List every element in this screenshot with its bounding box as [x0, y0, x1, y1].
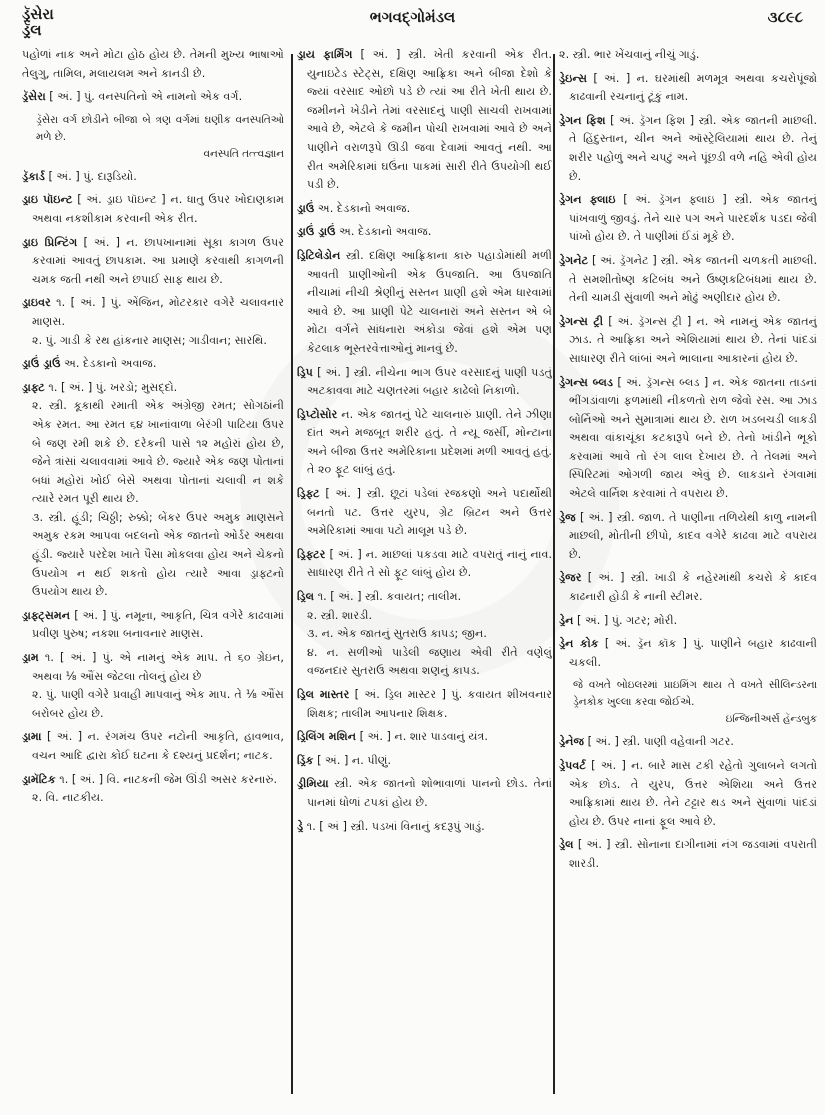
definition: [ અં. ] સ્ત્રી. છૂટાં પડેલાં રજકણો અને પદાર્થોથી બનતો પટ. ઉત્તર યુરપ, ગ્રેટ બ્રિટન અને ઉત્તર અમેરિકામાં આવા પટો માલૂમ પડે છે.	[307, 487, 552, 538]
usage-quote	[22, 112, 284, 163]
definition: [ અં. ] પું. નમૂના, આકૃતિ, ચિત્ર વગેરે કાઢવામાં પ્રવીણ પુરુષ; નકશા બનાવનાર માણસ.	[32, 608, 284, 641]
definition: [ અં. ] ન. પીણું.	[313, 753, 392, 767]
headword: ડ્રેલ	[559, 838, 574, 852]
sub-sense: ૨. સ્ત્રી. શારડી.	[307, 608, 373, 622]
quote-text: ડ્રૅસેરા વર્ગ છોડીને બીજા બે ત્રણ વર્ગમાં ઘણીક વનસ્પતિઓ મળે છે.	[36, 113, 284, 143]
headword: ડ્રાઇ પૉઇન્ટ	[22, 193, 73, 207]
headword: ડ્રીમિયા	[297, 777, 329, 791]
definition: ૧. [ અં ] સ્ત્રી. પડખાં વિનાનું કદરૂપું ગાડું.	[303, 819, 485, 833]
dictionary-entry	[297, 686, 552, 723]
definition: [ અં. ] ન. છાપખાનામાં સૂકા કાગળ ઉપર કરવામાં આવતું છાપકામ. આ પ્રમાણે કરવાથી કાગળની ચમક જતી નથી અને છપાઈ સાફ થાય છે.	[32, 235, 284, 286]
headword: ડ્રેગન્સ ટ્રી	[559, 314, 604, 328]
column-2	[297, 46, 552, 1101]
definition: [ અં. ડ્રિલ માસ્ટર ] પું. કવાયત શીખવનાર શિક્ષક; તાલીમ આપનાર શિક્ષક.	[307, 688, 552, 720]
definition: ૧. [ અં. ] વિ. નાટકની જેમ ઊંડી અસર કરનારું.	[55, 772, 278, 786]
definition: અ. દેડકાનો અવાજ.	[335, 225, 432, 239]
dictionary-entry	[22, 168, 284, 187]
definition: [ અં. ] પું. વનસ્પતિનો એ નામનો એક વર્ગ.	[45, 90, 243, 104]
dictionary-entry	[559, 374, 817, 504]
dictionary-entry	[297, 247, 552, 359]
headword: ડ્રેગન ફિશ	[559, 113, 606, 127]
dictionary-entry	[297, 752, 552, 771]
dictionary-entry	[559, 733, 817, 752]
column-1	[22, 46, 284, 1101]
definition: [ અં. ] સ્ત્રી. ખેતી કરવાની એક રીત. યુનાઇટેડ સ્ટેટ્સ, દક્ષિણ આફ્રિકા અને બીજા દેશો કે જ્યાં વરસાદ ઓછો પડે છે ત્યાં આ રીતે ખેતી થાય છે. જમીનને ખેડીને તેમાં વરસાદનું પાણી સાચવી રાખવામાં આવે છે, એટલે કે જમીન પોચી રાખવામાં આવે છે અને પાણીને વરાળરૂપે ઊડી જવા દેવામાં આવતું નથી. આ રીત અમેરિકામાં ઘઉંના પાકમાં સારી રીતે ઉપયોગી થઈ પડી છે.	[307, 48, 552, 192]
dictionary-entry	[559, 757, 817, 831]
definition: [ અં. ] ન. શાર પાડવાનું યંત્ર.	[356, 730, 488, 744]
sub-sense: ૪. ન. સળીઓ પાડેલી જણાય એવી રીતે વણેલું વજનદાર સુતરાઉ અથવા શણનું કાપડ.	[307, 645, 552, 678]
headword: ડ્રિફ્ટર	[297, 547, 326, 561]
sub-sense: ૨. પું. ગાડી કે રથ હાંકનાર માણસ; ગાડીવાન; સારથિ.	[32, 333, 267, 347]
headword: ડ્રિલ	[297, 590, 315, 604]
quote-source: ઇન્જિનીઅર્સ હૅન્ડબુક	[725, 713, 817, 726]
dictionary-entry	[22, 728, 284, 765]
headword: ડ્રેપવર્ટ	[559, 759, 586, 772]
page-number: ૩૮૯૮	[767, 8, 803, 26]
headword: ડ્રેગન ફ્લાઇ	[559, 193, 616, 207]
definition: [ અં. ] પું. દારૂડિયો.	[44, 169, 137, 183]
dictionary-entry	[22, 771, 284, 808]
definition: [ અં. ડ્રૅગનેટ ] સ્ત્રી. એક જાતની ચળકતી માછલી. તે સમશીતોષ્ણ કટિબંધ અને ઉષ્ણકટિબંધમાં થાય છે. તેની ચામડી સુંવાળી અને મોઢું અણીદાર હોય છે.	[569, 253, 817, 305]
dictionary-entry	[22, 88, 284, 107]
definition: [ અં. ] પું. ગટર; મોરી.	[573, 613, 678, 627]
headword: ડ્રૅકાર્ડ	[22, 169, 45, 183]
headword: ડ્રે	[297, 819, 304, 833]
definition: [ અં. ડ્રાઇ પૉઇન્ટ ] ન. ધાતુ ઉપર ખોદાણકામ અથવા નકશીકામ કરવાની એક રીત.	[32, 193, 284, 225]
dictionary-entry	[297, 485, 552, 541]
page-header	[0, 0, 825, 46]
headword: ડ્રૅસેરા	[22, 90, 46, 104]
definition: ૧. [ અં. ] પું. એંજિન, મોટરકાર વગેરે ચલાવનાર માણસ.	[32, 296, 284, 328]
headword: ડ્રિલ માસ્તર	[297, 688, 350, 701]
dictionary-entry	[559, 612, 817, 631]
definition: અ. દેડકાનો અવાજ.	[60, 357, 157, 371]
continued-text: પહોળાં નાક અને મોટા હોઠ હોય છે. તેમની મુખ્ય ભાષાઓ તેલુગુ, તામિલ, મલાયલમ અને કાનડી છે.	[22, 48, 284, 80]
dictionary-entry	[22, 355, 284, 374]
quote-text: જે વખતે બોઇલરમાં પ્રાઇમિંગ થાય તે વખતે સીલિન્ડરના ડ્રેનકોક ખુલ્લા કરવા જોઈએ.	[573, 679, 817, 709]
headword: ડ્રેન કોક	[559, 637, 599, 651]
dictionary-entry	[297, 406, 552, 480]
dictionary-entry	[559, 313, 817, 369]
headword: ડ્રામૅટિક	[22, 772, 56, 786]
quote-source: વનસ્પતિ તત્ત્વજ્ઞાન	[203, 147, 284, 160]
dictionary-entry	[22, 294, 284, 350]
dictionary-entry	[559, 252, 817, 308]
definition: સ્ત્રી. દક્ષિણ આફ્રિકાના કારુ પહાડોમાંથી મળી આવતી પ્રાણીઓની એક ઉપજાતિ. આ ઉપજાતિ નીચામાં નીચી શ્રેણીનું સસ્તન પ્રાણી હશે એમ ધારવામાં આવે છે. આ પ્રાણી પેટે ચાલનારાં અને સસ્તન એ બે મોટા વર્ગને સાંધનારા અંકોડા જેવાં હશે એમ પણ કેટલાક ભૂસ્તરવેત્તાઓનું માનવું છે.	[307, 248, 552, 355]
usage-quote	[559, 677, 817, 728]
definition: [ અં. ] ન. માછલાં પકડવા માટે વપરાતું નાનું નાવ. સાધારણ રીતે તે સો ફૂટ લાંબું હોય છે.	[307, 547, 552, 580]
dictionary-entry	[559, 112, 817, 186]
dictionary-entry	[22, 234, 284, 290]
headword: ડ્રેઇન્સ	[559, 71, 588, 85]
dictionary-entry	[22, 379, 284, 602]
headword: ડ્રેગન્સ બ્લડ	[559, 375, 614, 389]
definition: [ અં. ] સ્ત્રી. સોનાના દાગીનામાં નંગ જડવામાં વપરાતી શારડી.	[569, 838, 817, 870]
sub-sense: ૩. સ્ત્રી. હૂંડી; ચિઠ્ઠી; રુક્કો; બેંકર ઉપર અમુક માણસને અમુક રકમ આપવા બદલનો એક જાતનો ઓર્ડર અથવા હૂંડી. જ્યારે પરદેશ ખાતે પૈસા મોકલવા હોય અને ચેકનો ઉપયોગ ન થઈ શકતો હોય ત્યારે આવા ડ્રાફ્ટનો ઉપયોગ થાય છે.	[32, 510, 284, 599]
headword: ડ્રાફ્ટ	[22, 380, 45, 394]
dictionary-entry	[22, 649, 284, 723]
definition: [ અં. ] સ્ત્રી. પાણી વહેવાની ગટર.	[584, 735, 734, 749]
definition: [ અં. ] ન. રંગમંચ ઉપર નટોની આકૃતિ, હાવભાવ, વચન આદિ દ્વારા કોઈ ઘટના કે દશ્યનું પ્રદર્શન; નાટક.	[32, 730, 284, 762]
headword: ડ્રિંક	[297, 753, 314, 767]
dictionary-entry	[559, 569, 817, 606]
dictionary-entry	[559, 635, 817, 672]
continued-text: ૨. સ્ત્રી. ભાર ખેંચવાનું નીચું ગાડું.	[559, 48, 700, 61]
headword: ડ્રિપ્ટોસોર	[297, 407, 338, 421]
sub-sense: ૨. વિ. નાટકીય.	[32, 791, 104, 805]
dictionary-entry	[22, 191, 284, 228]
dictionary-entry	[297, 818, 552, 837]
column-divider	[291, 54, 293, 1094]
definition: [ અં. ડ્રૅગન ફ્લાઇ ] સ્ત્રી. એક જાતનું પાંખવાળું જીવડું. તેને ચાર પગ અને પારદર્શક પડદા જેવી પાંખો હોય છે. તે પાણીમાં ઈંડાં મૂકે છે.	[569, 193, 817, 244]
headword: ડ્રેજ	[559, 510, 576, 524]
headword: ડ્રામ	[22, 651, 39, 665]
dictionary-entry	[559, 509, 817, 565]
headword: ડ્રાઉં ડ્રાઉં	[22, 357, 61, 371]
dictionary-entry	[559, 191, 817, 247]
dictionary-title: ભગવદ્ગોમંડલ	[369, 8, 456, 26]
definition: ૧. [ અં. ] સ્ત્રી. કવાયત; તાલીમ.	[314, 590, 462, 604]
dictionary-entry	[297, 364, 552, 401]
definition: [ અં. ડ્રૅન કૉક ] પું. પાણીને બહાર કાઢવાની ચકલી.	[569, 637, 817, 669]
definition: [ અં. ] ન. ઘરમાંથી મળમૂત્ર અથવા કચરોપૂંજો કાઢવાની રચનાનું ટૂંકું નામ.	[569, 71, 817, 104]
dictionary-entry	[297, 223, 552, 242]
dictionary-entry	[297, 546, 552, 583]
dictionary-columns	[22, 46, 817, 1106]
sub-sense: ૩. ન. એક જાતનું સુતરાઉ કાપડ; જીન.	[307, 627, 487, 641]
definition: અ. દેડકાનો અવાજ.	[314, 201, 411, 215]
definition: [ અં. ડ્રૅગન ફિશ ] સ્ત્રી. એક જાતની માછલી. તે હિંદુસ્તાન, ચીન અને ઑસ્ટ્રેલિયામાં થાય છે. તેનું શરીર પહોળું અને ચપટું અને પૂંછડી વળે નહિ એવી હોય છે.	[569, 113, 817, 183]
headword: ડ્રિફ્ટ	[297, 487, 320, 501]
guide-word-top: ડ્રૅસેરા	[22, 5, 54, 23]
dictionary-entry	[559, 836, 817, 873]
headword: ડ્રેન	[559, 613, 574, 627]
column-3	[559, 46, 817, 1101]
definition: [ અં. ] ન. બારે માસ ટકી રહેતો ગુલાબને લગતો એક છોડ. તે યુરપ, ઉત્તર એશિયા અને ઉત્તર આફ્રિકામાં થાય છે. તેને ટટ્ટાર થડ અને સુંવાળાં પાંદડાં હોય છે. ઉપર નાનાં ફૂલ આવે છે.	[569, 759, 817, 828]
definition: ૧. [ અં. ] પું. એ નામનું એક માપ. તે ૬૦ ગ્રેઇન, અથવા ⅛ ઔંસ જેટલા તોલનું હોય છે	[32, 651, 284, 683]
dictionary-entry	[297, 588, 552, 681]
dictionary-entry	[559, 70, 817, 107]
dictionary-entry	[22, 607, 284, 644]
definition: [ અં. ] સ્ત્રી. જાળ. તે પાણીના તળિયેથી કાળુ નામની માછલી, મોતીની છીપો, કાદવ વગેરે કાઢવા માટે વપરાય છે.	[569, 510, 817, 561]
column-divider	[553, 54, 555, 1094]
headword: ડ્રાઇવર	[22, 296, 51, 310]
headword: ડ્રાઉં	[297, 201, 315, 215]
definition: ૧. [ અં. ] પું. ખરડો; મુસદ્દો.	[44, 380, 178, 394]
sub-sense: ૨. પું. પાણી વગેરે પ્રવાહી માપવાનું એક માપ. તે ⅛ ઔંસ બરોબર હોય છે.	[32, 688, 284, 720]
headword: ડ્રાફ્ટ્સમન	[22, 608, 71, 622]
definition: ન. એક જાતનું પેટે ચાલનારું પ્રાણી. તેને ઝીણા દાંત અને મજબૂત શરીર હતું. તે ન્યૂ જર્સી, મોન્ટાના અને બીજા ઉત્તર અમેરિકાના પ્રદેશમાં મળી આવતું હતું. તે ૨૦ ફૂટ લાંબું હતું.	[307, 407, 552, 477]
headword: ડ્રિટિલેડોન	[297, 248, 341, 262]
definition: સ્ત્રી. એક જાતનો શોભાવાળાં પાનનો છોડ. તેનાં પાનમાં ધોળાં ટપકાં હોય છે.	[307, 777, 552, 809]
dictionary-entry	[297, 200, 552, 219]
definition: [ અં. ડ્રૅગન્સ બ્લડ ] ન. એક જાતના તાડનાં ભીંગડાંવાળાં ફળમાંથી નીકળતો રાળ જેવો રસ. આ ઝાડ બોર્નિઓ અને સુમાત્રામાં થાય છે. રાળ ખડબચડી લાકડી અથવા વાંકાચૂંકા કટકારૂપે બને છે. તેનો ખાંડીને ભૂકો કરવામાં આવે તો રંગ લાલ દેખાય છે. તે તેલમાં અને સ્પિરિટમાં ઓગળી જાય એવું છે. લાકડાને રંગવામાં એટલે વાર્નિશ કરવામાં તે વપરાય છે.	[569, 375, 817, 501]
definition: [ અં. ડ્રૅગન્સ ટ્રી ] ન. એ નામનું એક જાતનું ઝાડ. તે આફ્રિકા અને એશિયામાં થાય છે. તેનાં પાંદડાં સાધારણ રીતે લાંબાં અને ભાલાના આકારનાં હોય છે.	[569, 314, 817, 365]
dictionary-entry	[297, 775, 552, 812]
headword: ડ્રિપ	[297, 365, 313, 379]
dictionary-entry	[297, 46, 552, 195]
dictionary-entry	[297, 728, 552, 747]
definition: [ અં. ] સ્ત્રી. નીચેના ભાગ ઉપર વરસાદનું પાણી પડતું અટકાવવા માટે ચણતરમાં બહાર કાઢેલો નિકાળો.	[307, 365, 552, 398]
headword: ડ્રાઇ પ્રિન્ટિંગ	[22, 235, 78, 249]
headword: ડ્રાઉં ડ્રાઉં	[297, 225, 336, 239]
headword: ડ્રેનેજ	[559, 735, 585, 749]
definition: [ અં. ] સ્ત્રી. ખાડી કે નહેરમાંથી કચરો કે કાદવ કાઢનારી હોડી કે નાની સ્ટીમર.	[569, 571, 817, 604]
sub-sense: ૨. સ્ત્રી. કૂકાથી રમાતી એક અંગ્રેજી રમત; સોગઠાંની એક રમત. આ રમત ૬૪ ખાનાંવાળા બેરંગી પાટિયા ઉપર બે જણ રમી શકે છે. દરેકની પાસે ૧૨ મહોરાં હોય છે, જેને ત્રાંસાં ચલાવવામાં આવે છે. જ્યારે એક જણ પોતાનાં બધાં મહોરાં ખોઈ બેસે અથવા પોતાનાં ચલાવી ન શકે ત્યારે રમત પૂરી થાય છે.	[32, 399, 284, 506]
headword: ડ્રેગનેટ	[559, 253, 589, 267]
headword: ડ્રાય ફાર્મિંગ	[297, 48, 353, 61]
guide-word-bottom: ડ્રૅલ	[22, 21, 42, 39]
headword: ડ્રિલિંગ મશિન	[297, 730, 357, 744]
headword: ડ્રેજર	[559, 571, 582, 585]
headword: ડ્રામા	[22, 730, 42, 744]
